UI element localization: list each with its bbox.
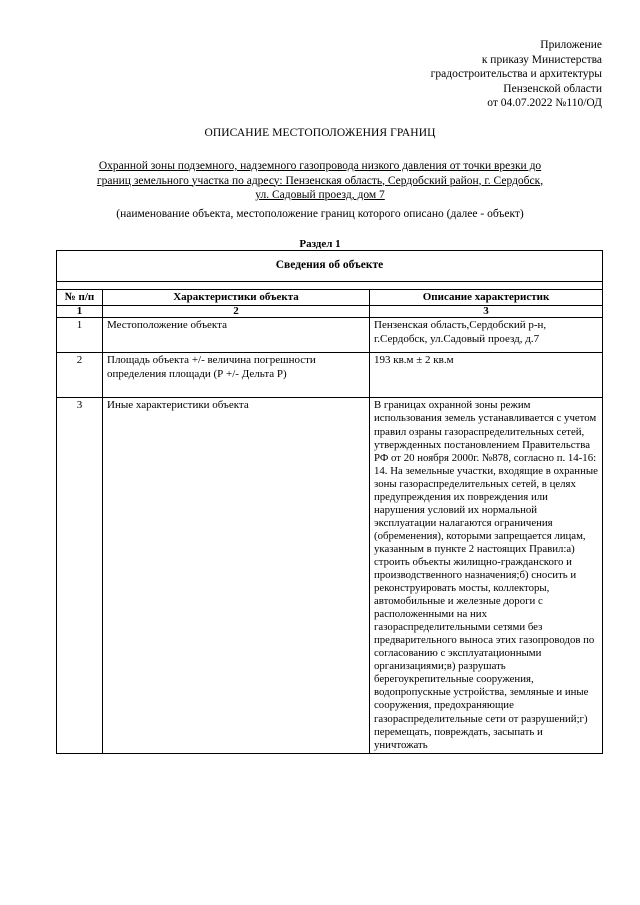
table-title: Сведения об объекте bbox=[57, 251, 603, 282]
header-description: Описание характеристик bbox=[370, 290, 603, 306]
header-number: № п/п bbox=[57, 290, 103, 306]
row-value: В границах охранной зоны режим использования земель устанавливается с учетом правил озраны газораспределительных сетей, утвержденных постановлением Правительства РФ от 20 ноября 2000г. №878, согласно п. 14-16: 14. На земельные участки, входящие в охранные зоны газораспределительных сетей, в целях предупреждения их повреждения или нарушения условий их нормальной эксплуатации налагаются ограничения (обременения), которыми запрещается лицам, указанным в пункте 2 настоящих Правил:а) строить объекты жилищно-гражданского и производственного назначения;б) сносить и реконструировать мосты, коллекторы, автомобильные и железные дороги с расположенными на них газораспределительными сетями без предварительного выноса этих газопроводов по согласованию с эксплуатационными организациями;в) разрушать берегоукрепительные сооружения, водопропускные устройства, земляные и иные сооружения, предохраняющие газораспределительные сети от разрушений;г) перемещать, повреждать, засыпать и уничтожать bbox=[370, 398, 603, 753]
appendix-line: Пензенской области bbox=[503, 82, 602, 95]
object-description-line: границ земельного участка по адресу: Пензенская область, Сердобский район, г. Сердобск, bbox=[96, 174, 544, 187]
col-number-1: 1 bbox=[57, 306, 103, 318]
table-row bbox=[57, 353, 603, 398]
col-number-3: 3 bbox=[370, 306, 603, 318]
object-caption: (наименование объекта, местоположение границ которого описано (далее - объект) bbox=[116, 208, 524, 220]
table-row bbox=[57, 398, 603, 753]
table-row bbox=[57, 318, 603, 353]
row-value: 193 кв.м ± 2 кв.м bbox=[370, 353, 603, 398]
object-description-line: ул. Садовый проезд, дом 7 bbox=[255, 189, 385, 201]
object-description bbox=[60, 159, 580, 203]
row-characteristic: Местоположение объекта bbox=[103, 318, 370, 353]
row-characteristic: Площадь объекта +/- величина погрешности определения площади (Р +/- Дельта Р) bbox=[103, 353, 370, 398]
col-number-2: 2 bbox=[103, 306, 370, 318]
object-info-table bbox=[56, 250, 603, 754]
header-characteristic: Характеристики объекта bbox=[103, 290, 370, 306]
object-description-line: Охранной зоны подземного, надземного газопровода низкого давления от точки врезки до bbox=[98, 160, 542, 172]
row-number: 3 bbox=[57, 398, 103, 753]
appendix-block bbox=[431, 38, 602, 111]
row-number: 1 bbox=[57, 318, 103, 353]
appendix-line: градостроительства и архитектуры bbox=[430, 68, 602, 81]
section-label: Раздел 1 bbox=[299, 238, 341, 250]
table-spacer bbox=[57, 282, 603, 290]
row-characteristic: Иные характеристики объекта bbox=[103, 398, 370, 753]
document-title: ОПИСАНИЕ МЕСТОПОЛОЖЕНИЯ ГРАНИЦ bbox=[204, 127, 436, 139]
appendix-line: Приложение bbox=[540, 39, 602, 51]
appendix-line: к приказу Министерства bbox=[481, 53, 602, 66]
row-number: 2 bbox=[57, 353, 103, 398]
appendix-line: от 04.07.2022 №110/ОД bbox=[487, 97, 602, 110]
row-value: Пензенская область,Сердобский р-н, г.Сердобск, ул.Садовый проезд, д.7 bbox=[370, 318, 603, 353]
